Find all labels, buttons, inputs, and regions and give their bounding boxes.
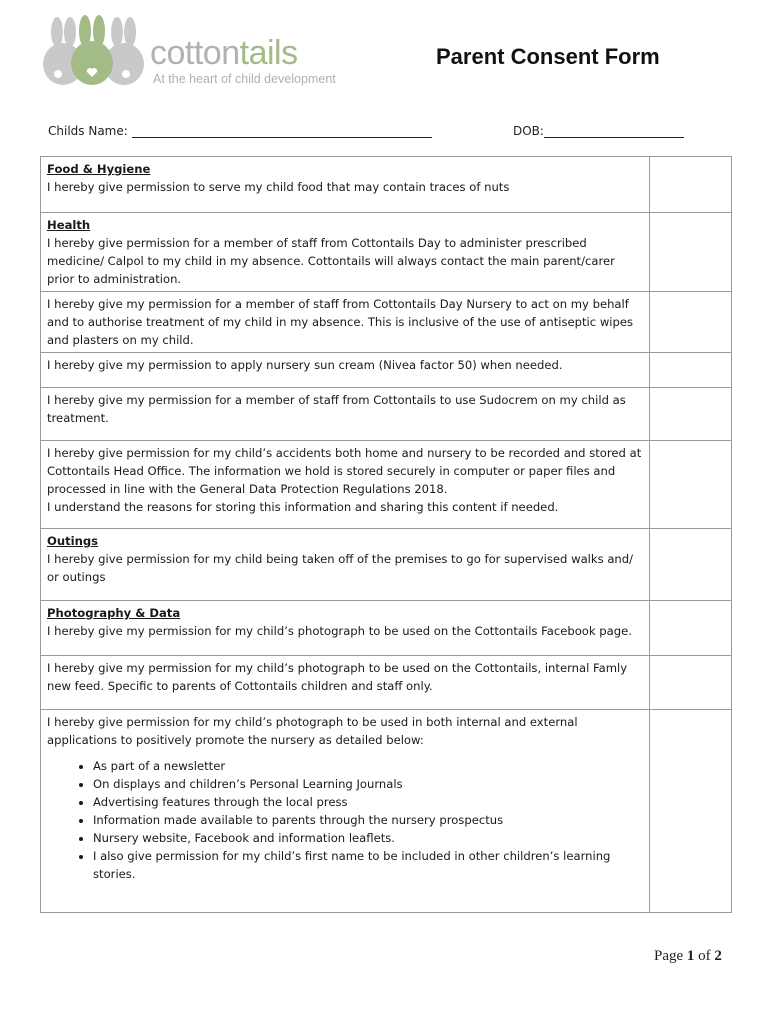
bullet-item: • On displays and children’s Personal Learning Journals (93, 775, 643, 793)
child-name-underline[interactable] (132, 124, 432, 138)
section-heading: Photography & Data (47, 606, 181, 620)
consent-row (41, 213, 732, 292)
consent-row (41, 441, 732, 529)
bullet-item: • I also give permission for my child’s first name to be included in other children’s learning stories. (93, 847, 643, 883)
consent-statement: I hereby give permission for a member of staff from Cottontails Day to administer prescribed medicine/ Calpol to my child in my absence. Cottontails will always contact the main parent/carer prior to administration. (47, 236, 615, 286)
bullet-item: • As part of a newsletter (93, 757, 643, 775)
page-current: 1 (686, 948, 695, 964)
dob-field[interactable] (513, 124, 684, 138)
consent-text-cell (41, 710, 650, 913)
consent-table (40, 156, 732, 913)
consent-statement: I hereby give my permission to apply nursery sun cream (Nivea factor 50) when needed. (47, 358, 563, 372)
bullet-item: • Nursery website, Facebook and information leaflets. (93, 829, 643, 847)
bunnies-icon (40, 14, 145, 88)
cottontails-logo (40, 14, 370, 88)
consent-statement: I hereby give my permission for my child’s photograph to be used on the Cottontails Facebook page. (47, 624, 632, 638)
page-of: of (698, 948, 711, 964)
consent-text-cell (41, 292, 650, 353)
consent-statement: I hereby give my permission for my child’s photograph to be used on the Cottontails, internal Famly new feed. Specific to parents of Cottontails children and staff only. (47, 661, 628, 693)
logo-tagline: At the heart of child development (153, 72, 336, 86)
consent-statement: I hereby give my permission for a member of staff from Cottontails Day Nursery to act on my behalf and to authorise treatment of my child in my absence. This is inclusive of the use of antiseptic wipes and plasters on my child. (47, 297, 634, 347)
consent-checkbox-cell[interactable] (650, 157, 732, 213)
consent-checkbox-cell[interactable] (650, 213, 732, 292)
consent-statement: I hereby give permission for my child being taken off of the premises to go for supervised walks and/ or outings (47, 552, 634, 584)
section-heading: Health (47, 218, 91, 232)
consent-text-cell (41, 529, 650, 601)
logo-word-cotton: cotton (150, 34, 240, 72)
child-name-label: Childs Name: (48, 124, 128, 138)
consent-row (41, 710, 732, 913)
consent-checkbox-cell[interactable] (650, 710, 732, 913)
consent-row (41, 353, 732, 388)
consent-text-cell (41, 388, 650, 441)
dob-label: DOB: (513, 124, 544, 138)
consent-row (41, 656, 732, 710)
child-name-field[interactable] (48, 124, 432, 138)
page-total: 2 (714, 948, 722, 964)
logo-word-tails: tails (239, 34, 298, 72)
consent-statement: I hereby give permission for my child’s photograph to be used in both internal and external applications to positively promote the nursery as detailed below: (47, 715, 578, 747)
bullet-item: • Advertising features through the local press (93, 793, 643, 811)
logo-wordmark (150, 34, 298, 72)
section-heading: Food & Hygiene (47, 162, 151, 176)
consent-checkbox-cell[interactable] (650, 292, 732, 353)
consent-statement: I hereby give my permission for a member of staff from Cottontails to use Sudocrem on my child as treatment. (47, 393, 626, 425)
consent-checkbox-cell[interactable] (650, 529, 732, 601)
consent-row (41, 601, 732, 656)
consent-text-cell (41, 601, 650, 656)
consent-checkbox-cell[interactable] (650, 601, 732, 656)
consent-row (41, 292, 732, 353)
consent-text-cell (41, 656, 650, 710)
dob-underline[interactable] (544, 124, 684, 138)
consent-text-cell (41, 353, 650, 388)
consent-statement: I understand the reasons for storing this information and sharing this content if needed. (47, 500, 559, 514)
consent-row (41, 388, 732, 441)
consent-text-cell (41, 157, 650, 213)
consent-text-cell (41, 441, 650, 529)
consent-text-cell (41, 213, 650, 292)
bullet-item: • Information made available to parents through the nursery prospectus (93, 811, 643, 829)
consent-statement: I hereby give permission for my child’s accidents both home and nursery to be recorded and stored at Cottontails Head Office. The information we hold is stored securely in computer or paper files and processed in line with the General Data Protection Regulations 2018. (47, 446, 642, 496)
consent-row (41, 529, 732, 601)
page-number (654, 948, 722, 965)
page-title: Parent Consent Form (436, 44, 660, 69)
section-heading: Outings (47, 534, 99, 548)
consent-checkbox-cell[interactable] (650, 441, 732, 529)
consent-row (41, 157, 732, 213)
page-label: Page (654, 948, 684, 964)
bullet-list (47, 757, 643, 883)
consent-checkbox-cell[interactable] (650, 388, 732, 441)
consent-checkbox-cell[interactable] (650, 656, 732, 710)
consent-checkbox-cell[interactable] (650, 353, 732, 388)
consent-statement: I hereby give permission to serve my child food that may contain traces of nuts (47, 180, 510, 194)
